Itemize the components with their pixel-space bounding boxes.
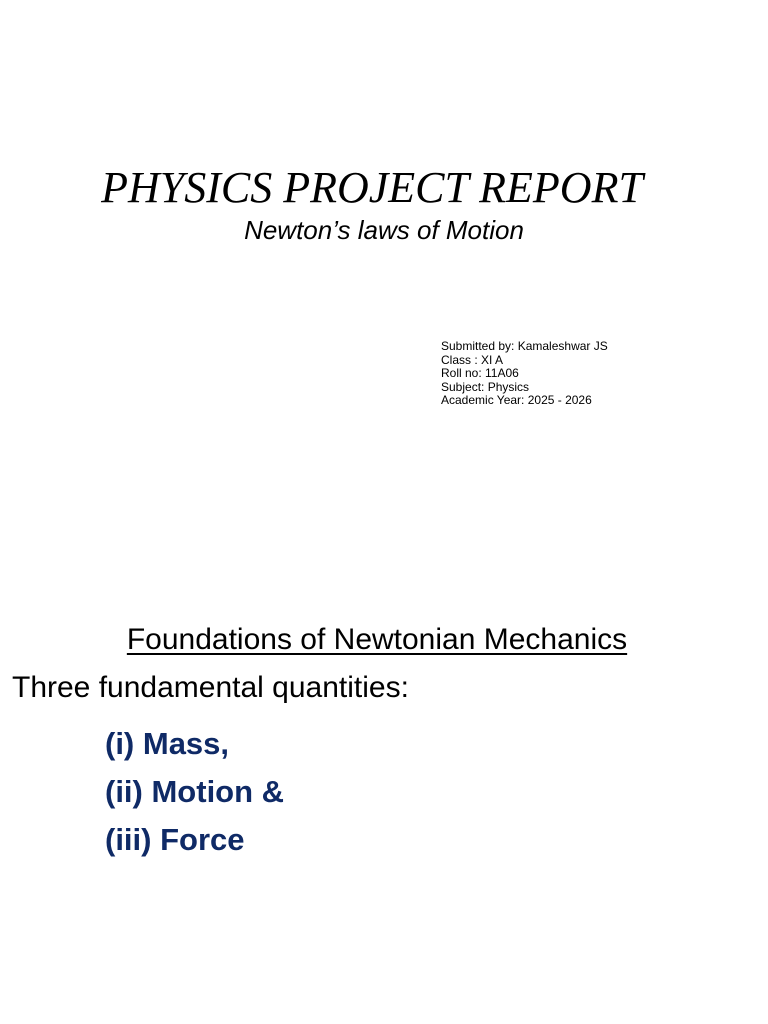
section-heading: Foundations of Newtonian Mechanics: [126, 623, 628, 656]
detail-subject: Subject: Physics: [441, 379, 530, 394]
detail-academic-year: Academic Year: 2025 - 2026: [441, 393, 592, 407]
quantity-item-force: (iii) Force: [105, 822, 245, 857]
detail-roll-no: Roll no: 11A06: [441, 366, 519, 380]
report-title: PHYSICS PROJECT REPORT: [101, 163, 643, 212]
quantities-list: [105, 720, 284, 864]
report-subtitle: Newton’s laws of Motion: [244, 215, 524, 245]
section-intro: Three fundamental quantities:: [12, 671, 409, 704]
quantity-item-mass: (i) Mass,: [105, 726, 230, 761]
submission-details: [441, 340, 608, 408]
detail-submitted-by: Submitted by: Kamaleshwar JS: [441, 339, 608, 353]
detail-class: Class : XI A: [441, 352, 504, 367]
quantity-item-motion: (ii) Motion &: [105, 774, 285, 809]
